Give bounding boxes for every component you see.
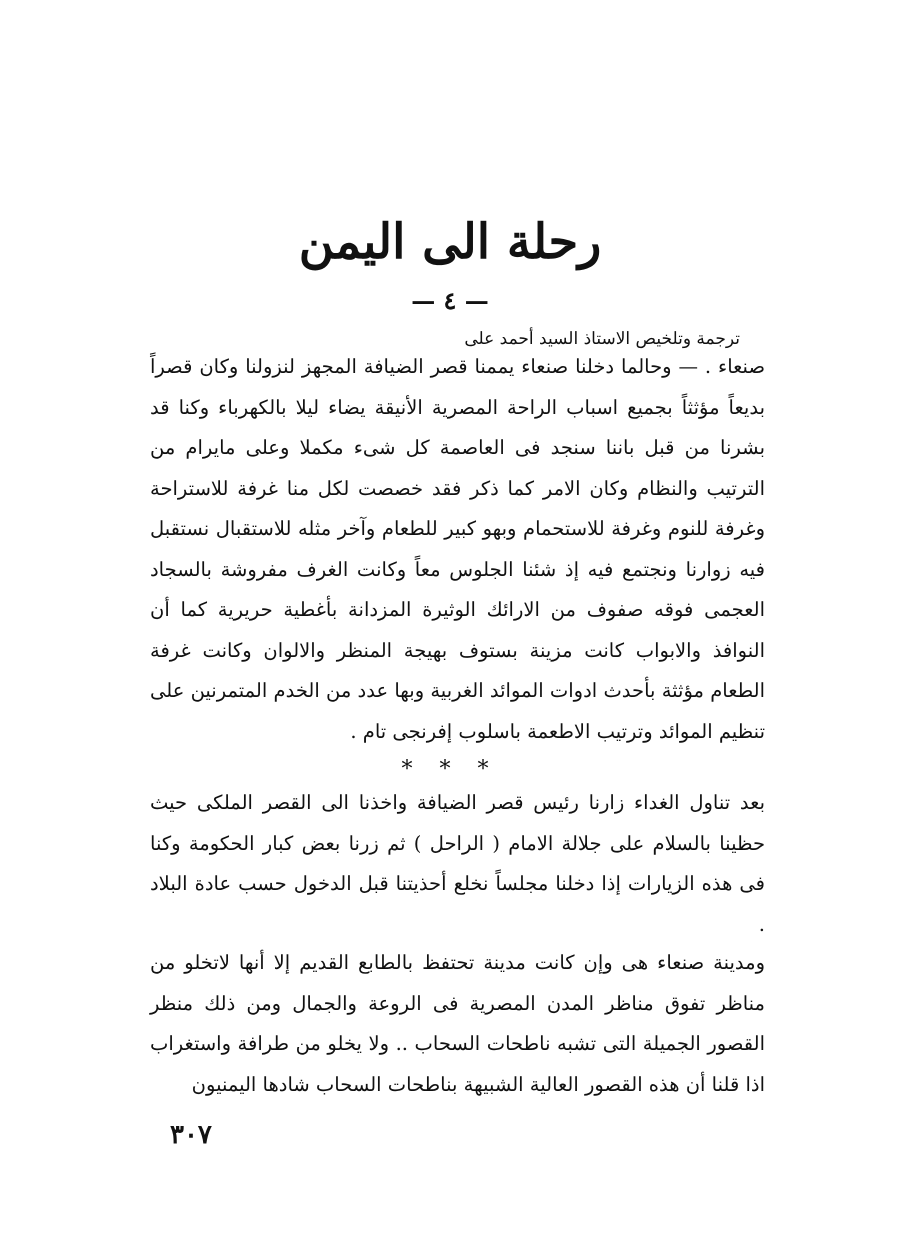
section-separator: * * * bbox=[401, 757, 499, 782]
part-number: — ٤ — bbox=[411, 286, 489, 315]
paragraph-royal-visit: بعد تناول الغداء زارنا رئيس قصر الضيافة واخذنا الى القصر الملكى حيث حظينا بالسلام على جلالة الامام ( الراحل ) ثم زرنا بعض كبار الحكومة وكنا فى هذه الزيارات إذا دخلنا مجلساً نخلع أحذيتنا قبل الدخول حسب عادة البلاد . bbox=[150, 791, 765, 936]
paragraph-sanaa-city: ومدينة صنعاء هى وإن كانت مدينة تحتفظ بالطابع القديم إلا أنها لاتخلو من مناظر تفوق مناظر المدن المصرية فى الروعة والجمال ومن ذلك منظر القصور الجميلة التى تشبه ناطحات السحاب .. ولا يخلو من طرافة واستغراب اذا قلنا أن هذه القصور العالية الشبيهة بناطحات السحاب شادها اليمنيون bbox=[150, 951, 765, 1096]
article-title: رحلة الى اليمن bbox=[298, 214, 602, 270]
page-number: ٣٠٧ bbox=[170, 1120, 212, 1150]
paragraph-sanaa-palace: صنعاء . — وحالما دخلنا صنعاء يممنا قصر الضيافة المجهز لنزولنا وكان قصراً بديعاً مؤثثاً بجميع اسباب الراحة المصرية الأنيقة يضاء ليلا بالكهرباء وكنا قد بشرنا من قبل باننا سنجد فى العاصمة كل شىء مكملا وعلى مايرام من الترتيب والنظام وكان الامر كما ذكر فقد خصصت لكل منا غرفة للاستراحة وغرفة للنوم وغرفة للاستحمام وبهو كبير للطعام وآخر مثله للاستقبال نستقبل فيه زوارنا ونجتمع فيه إذ شئنا الجلوس معاً وكانت الغرف مفروشة بالسجاد العجمى فوقه صفوف من الارائك الوثيرة المزدانة بأغطية حريرية كما أن النوافذ والابواب كانت مزينة بستوف بهيجة المنظر والالوان وكانت غرفة الطعام مؤثثة بأحدث ادوات الموائد الغربية وبها عدد من الخدم المتمرنين على تنظيم الموائد وترتيب الاطعمة باسلوب إفرنجى تام . bbox=[150, 355, 765, 743]
byline: ترجمة وتلخيص الاستاذ السيد أحمد على bbox=[464, 329, 740, 349]
